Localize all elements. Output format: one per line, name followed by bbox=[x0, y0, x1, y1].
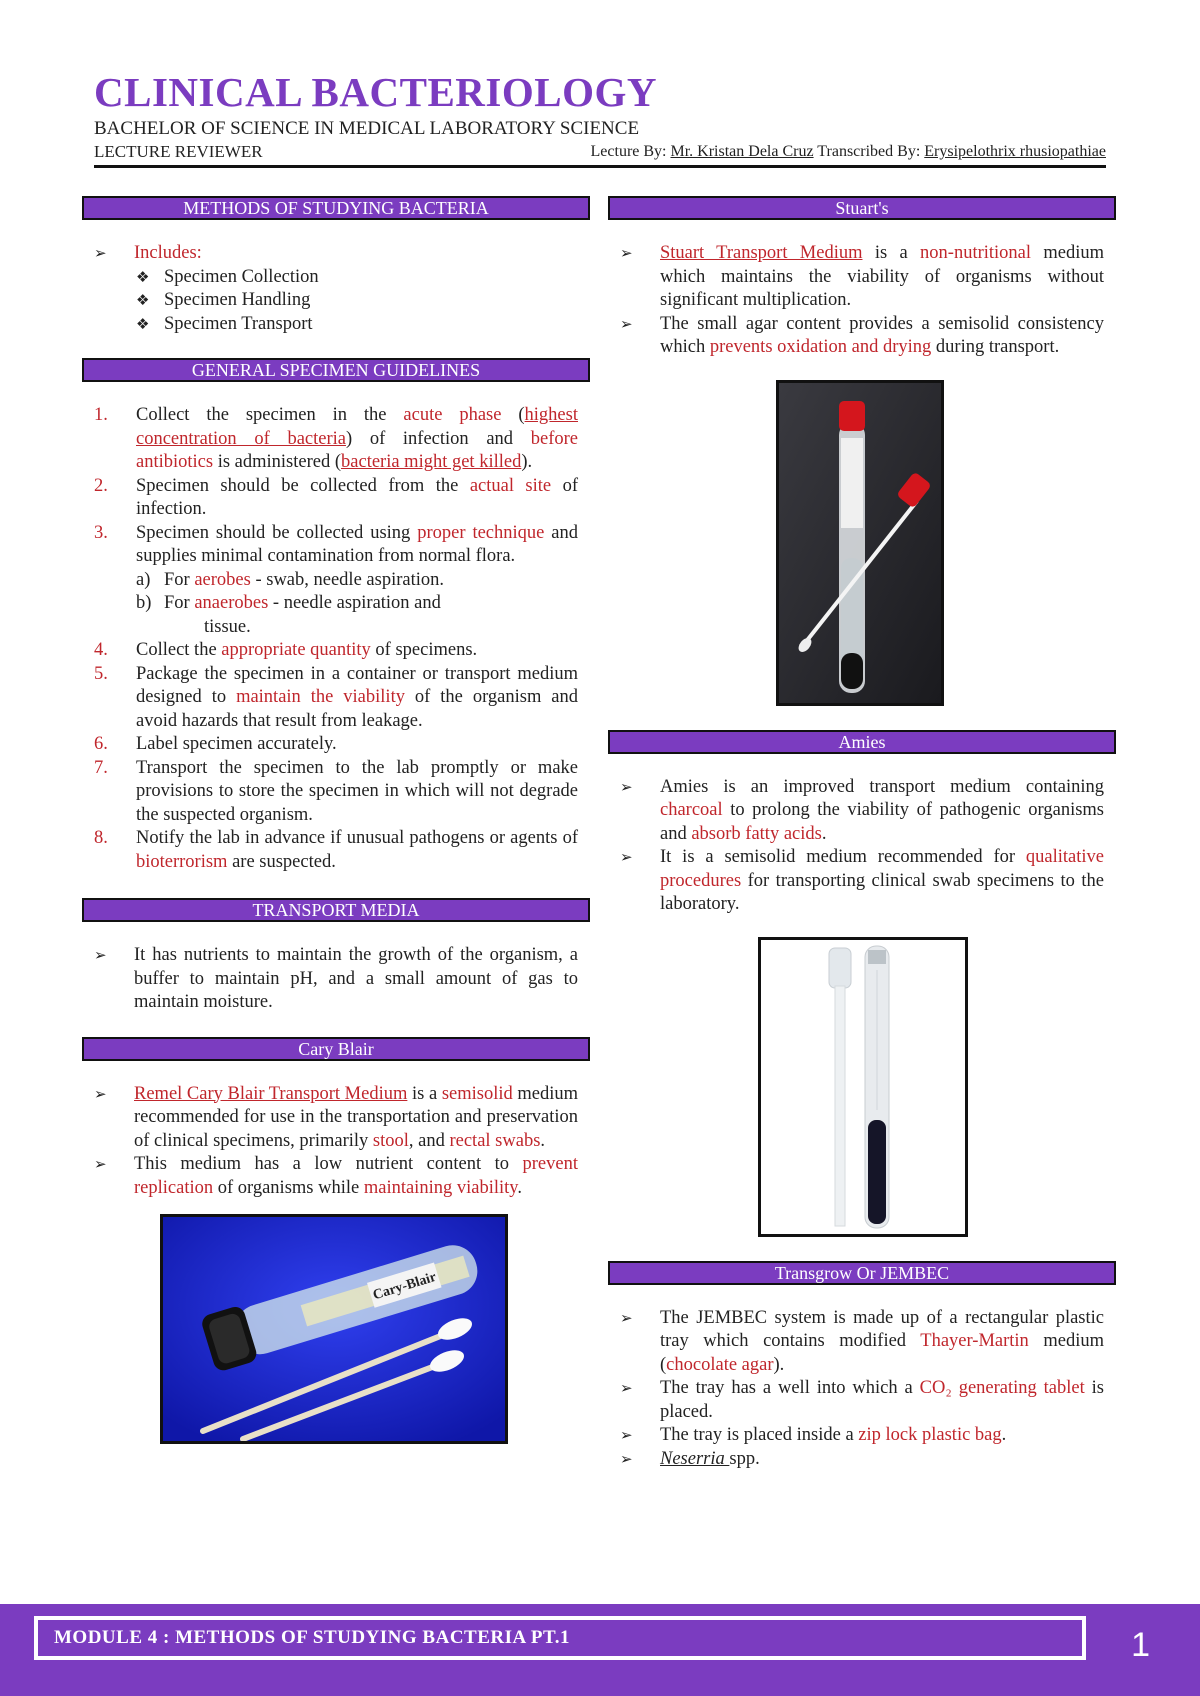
text: is administered ( bbox=[213, 452, 342, 472]
highlight: chocolate agar bbox=[666, 1354, 774, 1375]
text: spp. bbox=[729, 1448, 760, 1469]
text: Label specimen accurately. bbox=[136, 734, 337, 754]
bullet-item bbox=[608, 313, 1116, 360]
highlight: bacteria might get killed bbox=[341, 452, 522, 472]
arrow-bullet-icon: ➢ bbox=[620, 777, 633, 796]
highlight: non-nutritional bbox=[920, 243, 1032, 263]
section-heading-methods: METHODS OF STUDYING BACTERIA bbox=[82, 196, 590, 220]
methods-section bbox=[82, 242, 590, 336]
sub-item bbox=[82, 592, 590, 639]
document-subtitle: BACHELOR OF SCIENCE IN MEDICAL LABORATORY SCIENCE bbox=[94, 118, 640, 139]
lecture-credits bbox=[591, 142, 1106, 162]
bullet-item bbox=[608, 242, 1116, 313]
highlight: CO₂ generating tablet bbox=[919, 1378, 1085, 1398]
numbered-item bbox=[82, 404, 590, 475]
text: . bbox=[1001, 1425, 1007, 1445]
tube-label-text: Cary-Blair bbox=[371, 1269, 439, 1304]
arrow-bullet-icon: ➢ bbox=[94, 1084, 107, 1103]
text: This medium has a low nutrient content to bbox=[134, 1154, 523, 1174]
highlight: rectal swabs bbox=[449, 1130, 541, 1151]
arrow-bullet-icon: ➢ bbox=[94, 244, 107, 262]
amies-image bbox=[758, 937, 968, 1237]
cary-blair-section bbox=[82, 1083, 590, 1201]
bullet-item bbox=[82, 1083, 590, 1154]
lecturer-name: Mr. Kristan Dela Cruz bbox=[670, 143, 814, 160]
highlight: charcoal bbox=[660, 800, 723, 820]
genus-name: Neserria bbox=[660, 1448, 730, 1469]
arrow-bullet-icon: ➢ bbox=[620, 1426, 633, 1444]
module-title: MODULE 4 : METHODS OF STUDYING BACTERIA PT.1 bbox=[34, 1616, 1086, 1660]
text: medium ( bbox=[660, 1331, 1104, 1375]
sub-item bbox=[82, 569, 590, 593]
highlight: zip lock plastic bag bbox=[858, 1425, 1002, 1445]
highlight: prevent replication bbox=[134, 1154, 578, 1198]
section-heading-guidelines: GENERAL SPECIMEN GUIDELINES bbox=[82, 358, 590, 382]
arrow-bullet-icon: ➢ bbox=[620, 1308, 633, 1327]
numbered-item bbox=[82, 639, 590, 663]
right-column bbox=[608, 196, 1116, 1471]
text: Specimen should be collected using bbox=[136, 522, 418, 543]
list-item bbox=[82, 266, 590, 290]
text: For bbox=[164, 569, 195, 590]
text: of organisms while bbox=[213, 1177, 364, 1198]
document-title: CLINICAL BACTERIOLOGY bbox=[94, 69, 657, 115]
item-number: 8. bbox=[94, 828, 108, 848]
text: For bbox=[164, 593, 195, 613]
page-number: 1 bbox=[1131, 1626, 1150, 1664]
text: to prolong the viability of pathogenic organisms and bbox=[660, 800, 1104, 844]
section-heading-transport: TRANSPORT MEDIA bbox=[82, 898, 590, 922]
bullet-item bbox=[608, 1424, 1116, 1448]
list-item bbox=[82, 313, 590, 337]
text: . bbox=[517, 1177, 522, 1198]
highlight: maintain the viability bbox=[236, 687, 405, 707]
arrow-bullet-icon: ➢ bbox=[620, 1449, 633, 1468]
text: It has nutrients to maintain the growth of the organism, a buffer to maintain pH, and a small amount of gas to maintain moisture. bbox=[134, 945, 578, 1012]
item-number: 4. bbox=[94, 640, 108, 660]
item-number: 5. bbox=[94, 663, 108, 684]
guidelines-section bbox=[82, 404, 590, 874]
text: of the organism and avoid hazards that result from leakage. bbox=[136, 687, 579, 731]
text: Collect the specimen in the bbox=[136, 405, 404, 425]
bullet-item bbox=[608, 1377, 1116, 1424]
bullet-item bbox=[82, 944, 590, 1015]
text: is placed. bbox=[660, 1378, 1105, 1422]
highlight: bioterrorism bbox=[136, 851, 228, 872]
text: are suspected. bbox=[227, 851, 336, 872]
list-item-text: Specimen Transport bbox=[164, 313, 313, 334]
stuart-image bbox=[776, 380, 944, 706]
text: The JEMBEC system is made up of a rectangular plastic tray which contains modified bbox=[660, 1307, 1104, 1351]
transcribed-by-label: Transcribed By: bbox=[817, 143, 921, 160]
text: medium which maintains the viability of organisms without significant multiplication. bbox=[660, 243, 1104, 310]
sub-item-letter: a) bbox=[136, 569, 151, 590]
list-item bbox=[82, 289, 590, 313]
text: during transport. bbox=[931, 337, 1060, 357]
text: The tray is placed inside a bbox=[660, 1425, 859, 1445]
bullet-item bbox=[82, 242, 590, 266]
highlight: actual site bbox=[469, 475, 552, 496]
text: Transport the specimen to the lab promptly or make provisions to store the specimen in which will not degrade the suspected organism. bbox=[136, 757, 578, 825]
numbered-item bbox=[82, 522, 590, 569]
item-number: 2. bbox=[94, 475, 108, 496]
page-footer bbox=[0, 1604, 1200, 1696]
text: for transporting clinical swab specimens to the laboratory. bbox=[660, 870, 1104, 914]
bullet-item bbox=[608, 1448, 1116, 1472]
text: It is a semisolid medium recommended for bbox=[660, 847, 1026, 867]
diamond-bullet-icon: ❖ bbox=[136, 267, 150, 286]
transcriber-name: Erysipelothrix rhusiopathiae bbox=[924, 143, 1106, 160]
text: medium recommended for use in the transportation and preservation of clinical specimens, primarily bbox=[134, 1083, 578, 1151]
text: is a bbox=[862, 243, 921, 263]
numbered-item bbox=[82, 733, 590, 757]
text: is a bbox=[407, 1083, 442, 1104]
highlight: appropriate quantity bbox=[221, 640, 371, 660]
text: Package the specimen in a container or transport medium designed to bbox=[136, 663, 578, 707]
highlight: prevents oxidation and drying bbox=[709, 337, 932, 357]
text: tissue. bbox=[204, 616, 251, 637]
highlight: Remel Cary Blair Transport Medium bbox=[134, 1083, 408, 1104]
text: Notify the lab in advance if unusual pathogens or agents of bbox=[136, 828, 578, 848]
text: . bbox=[540, 1130, 546, 1151]
highlight: Stuart Transport Medium bbox=[660, 243, 863, 263]
document-header bbox=[94, 70, 1106, 168]
highlight: absorb fatty acids bbox=[691, 823, 822, 844]
highlight: stool bbox=[372, 1130, 409, 1151]
text: of infection. bbox=[136, 475, 578, 519]
text: , and bbox=[408, 1130, 450, 1151]
item-number: 3. bbox=[94, 522, 108, 543]
arrow-bullet-icon: ➢ bbox=[94, 946, 107, 964]
text: Collect the bbox=[136, 640, 222, 660]
arrow-bullet-icon: ➢ bbox=[620, 1379, 633, 1397]
text: of specimens. bbox=[370, 640, 478, 660]
highlight: proper technique bbox=[417, 522, 545, 543]
text: ). bbox=[773, 1354, 785, 1375]
diamond-bullet-icon: ❖ bbox=[136, 291, 150, 309]
bullet-item bbox=[608, 776, 1116, 847]
item-number: 7. bbox=[94, 757, 108, 778]
section-heading-stuart: Stuart's bbox=[608, 196, 1116, 220]
arrow-bullet-icon: ➢ bbox=[94, 1155, 107, 1173]
transport-section bbox=[82, 944, 590, 1015]
arrow-bullet-icon: ➢ bbox=[620, 244, 633, 262]
list-item-text: Specimen Collection bbox=[164, 266, 319, 287]
text: Amies is an improved transport medium containing bbox=[660, 776, 1104, 797]
lecture-reviewer-label: LECTURE REVIEWER bbox=[94, 142, 263, 161]
section-heading-amies: Amies bbox=[608, 730, 1116, 754]
arrow-bullet-icon: ➢ bbox=[620, 314, 633, 333]
bullet-item bbox=[608, 1307, 1116, 1378]
highlight: acute phase bbox=[403, 405, 502, 425]
text: ( bbox=[501, 405, 525, 425]
sub-item-letter: b) bbox=[136, 593, 152, 613]
highlight: Thayer-Martin bbox=[920, 1331, 1029, 1351]
section-heading-cary-blair: Cary Blair bbox=[82, 1037, 590, 1061]
amies-section bbox=[608, 776, 1116, 917]
stuart-section bbox=[608, 242, 1116, 360]
section-heading-jembec: Transgrow Or JEMBEC bbox=[608, 1261, 1116, 1285]
highlight: semisolid bbox=[441, 1083, 513, 1104]
numbered-item bbox=[82, 827, 590, 874]
lecture-meta bbox=[94, 142, 1106, 168]
highlight: highest concentration of bacteria bbox=[136, 405, 578, 449]
list-item-text: Specimen Handling bbox=[164, 290, 311, 310]
cary-blair-tube-illustration bbox=[163, 1217, 505, 1441]
numbered-item bbox=[82, 663, 590, 734]
left-column bbox=[82, 196, 590, 1444]
highlight: aerobes bbox=[194, 569, 251, 590]
diamond-bullet-icon: ❖ bbox=[136, 314, 150, 333]
text: and supplies minimal contamination from normal flora. bbox=[136, 522, 578, 566]
arrow-bullet-icon: ➢ bbox=[620, 848, 633, 866]
amies-tube-illustration bbox=[761, 940, 965, 1234]
includes-label: Includes: bbox=[134, 243, 202, 263]
highlight: anaerobes bbox=[194, 593, 269, 613]
bullet-item bbox=[82, 1153, 590, 1200]
item-number: 6. bbox=[94, 734, 108, 754]
highlight: before antibiotics bbox=[136, 428, 578, 472]
highlight: qualitative procedures bbox=[660, 847, 1104, 891]
lecture-by-label: Lecture By: bbox=[590, 143, 667, 160]
cary-blair-image bbox=[160, 1214, 508, 1444]
text: The small agar content provides a semisolid consistency which bbox=[660, 313, 1104, 357]
numbered-item bbox=[82, 757, 590, 828]
jembec-section bbox=[608, 1307, 1116, 1472]
text: Specimen should be collected from the bbox=[136, 475, 470, 496]
text: . bbox=[821, 823, 827, 844]
highlight: maintaining viability bbox=[363, 1177, 518, 1198]
stuart-tube-illustration bbox=[779, 383, 941, 703]
text: - needle aspiration and bbox=[268, 593, 441, 613]
text: - swab, needle aspiration. bbox=[250, 569, 444, 590]
item-number: 1. bbox=[94, 405, 108, 425]
text: The tray has a well into which a bbox=[660, 1378, 920, 1398]
text: ). bbox=[521, 452, 533, 472]
numbered-item bbox=[82, 475, 590, 522]
bullet-item bbox=[608, 846, 1116, 917]
text: ) of infection and bbox=[345, 428, 531, 449]
